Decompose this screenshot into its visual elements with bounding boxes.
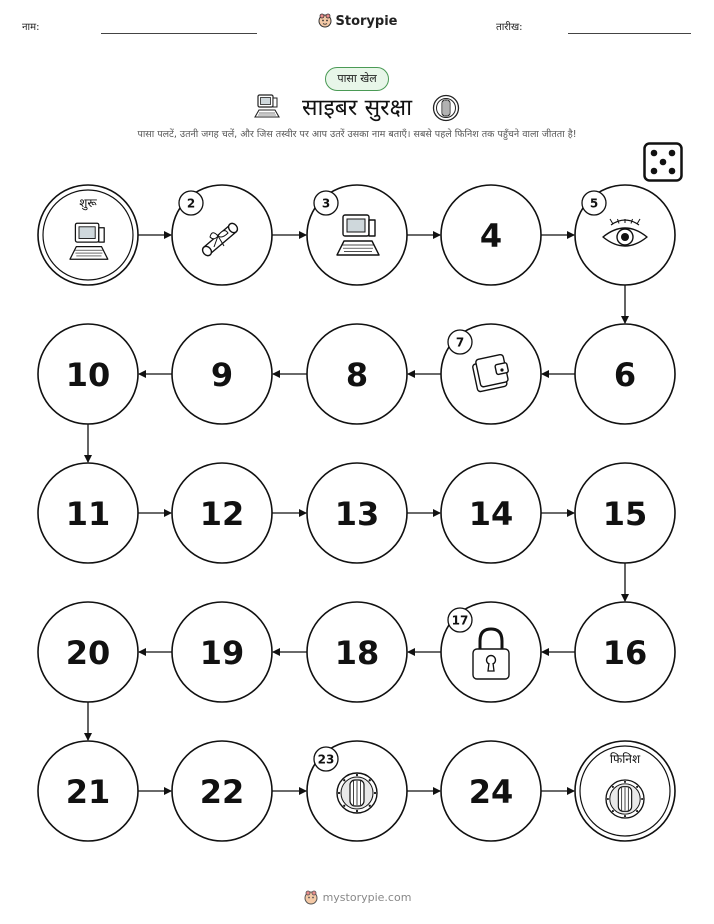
board-space-5 [575, 185, 675, 285]
computer-icon [70, 223, 108, 259]
page-title: साइबर सुरक्षा [301, 95, 413, 121]
space-number: 2 [186, 196, 196, 211]
instructions: पासा पलटें, उतनी जगह चलें, और जिस तस्वीर पर आप उतरें उसका नाम बताएँ। सबसे पहले फिनिश तक पहुँचने वाला जीतता है! [137, 129, 577, 140]
space-number: 6 [613, 356, 637, 394]
board-space-1 [38, 185, 138, 285]
space-number: 7 [455, 335, 465, 350]
board-space-12 [172, 463, 272, 563]
board-space-21 [38, 741, 138, 841]
footer [0, 889, 714, 905]
board-space-11 [38, 463, 138, 563]
board-space-18 [307, 602, 407, 702]
space-number: 20 [65, 634, 111, 672]
space-number: 12 [199, 495, 245, 533]
board-space-13 [307, 463, 407, 563]
board-space-4 [441, 185, 541, 285]
space-number: 11 [65, 495, 111, 533]
space-number: 13 [334, 495, 380, 533]
brand-name: Storypie [335, 14, 398, 29]
board-space-25 [575, 741, 675, 841]
board-space-14 [441, 463, 541, 563]
shield-icon [606, 780, 644, 818]
space-number: 23 [317, 752, 335, 767]
start-label: शुरू [79, 196, 97, 210]
board-space-2 [172, 185, 272, 285]
space-number: 22 [199, 773, 245, 811]
board-space-9 [172, 324, 272, 424]
board-space-22 [172, 741, 272, 841]
space-number: 18 [334, 634, 380, 672]
game-type-badge: पासा खेल [325, 67, 389, 91]
space-number: 8 [345, 356, 369, 394]
name-label: नाम: [22, 22, 40, 33]
board-space-20 [38, 602, 138, 702]
board-space-6 [575, 324, 675, 424]
board-space-24 [441, 741, 541, 841]
board-space-7 [441, 324, 541, 424]
space-number: 24 [468, 773, 514, 811]
board-space-23 [307, 741, 407, 841]
space-number: 15 [602, 495, 648, 533]
board-space-19 [172, 602, 272, 702]
board-space-15 [575, 463, 675, 563]
board-space-10 [38, 324, 138, 424]
space-number: 16 [602, 634, 648, 672]
space-number: 5 [589, 196, 599, 211]
space-number: 4 [479, 217, 503, 255]
finish-label: फिनिश [609, 752, 641, 766]
footer-url: mystorypie.com [322, 891, 412, 904]
board-space-16 [575, 602, 675, 702]
space-number: 17 [451, 613, 469, 628]
space-number: 19 [199, 634, 245, 672]
space-number: 9 [210, 356, 234, 394]
space-number: 10 [65, 356, 111, 394]
storypie-logo-icon [303, 889, 319, 905]
space-number: 3 [321, 196, 331, 211]
board-space-17 [441, 602, 541, 702]
computer-icon [337, 215, 379, 255]
board-space-3 [307, 185, 407, 285]
date-label: तारीख: [496, 22, 523, 33]
space-number: 21 [65, 773, 111, 811]
board-space-8 [307, 324, 407, 424]
shield-icon [337, 773, 377, 813]
space-number: 14 [468, 495, 514, 533]
wallet-icon [472, 354, 508, 392]
